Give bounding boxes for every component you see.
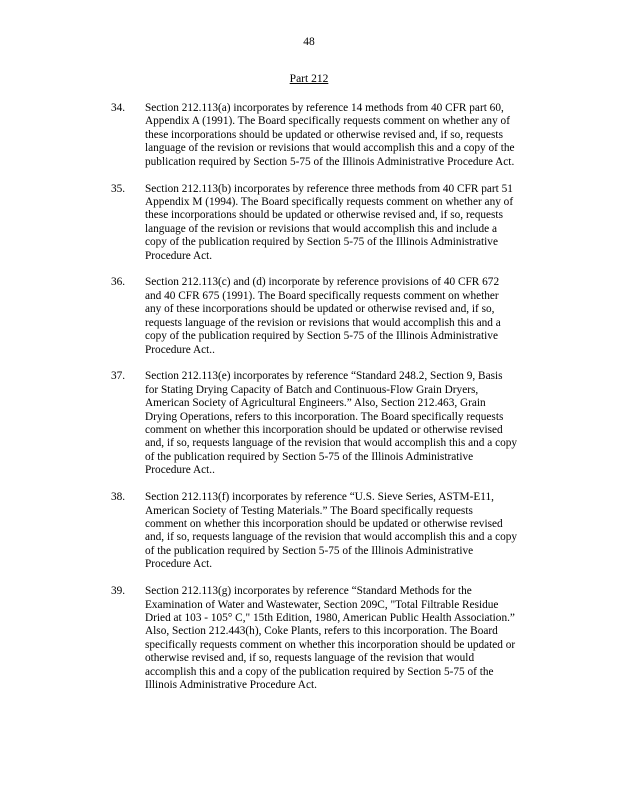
- paragraph-text: [145, 183, 551, 263]
- text-line: comment on whether this incorporation should be updated or otherwise revised: [145, 424, 503, 437]
- text-line: Procedure Act.: [145, 558, 213, 571]
- text-line: copy of the publication required by Section 5-75 of the Illinois Administrative: [145, 236, 498, 249]
- text-line: Section 212.113(c) and (d) incorporate by reference provisions of 40 CFR 672: [145, 276, 500, 289]
- text-line: language of the revision or revisions that would accomplish this and a copy of the: [145, 142, 515, 155]
- paragraph-text: [145, 370, 551, 477]
- text-line: Procedure Act..: [145, 343, 215, 356]
- paragraph-text: [145, 276, 551, 356]
- text-line: otherwise revised and, if so, requests language of the revision that would: [145, 652, 475, 665]
- paragraph-number: 37.: [111, 370, 126, 383]
- paragraph-text: [145, 102, 551, 169]
- paragraph-number: 34.: [111, 102, 126, 114]
- text-line: Appendix A (1991). The Board specifically requests comment on whether any of: [145, 115, 510, 128]
- text-line: Section 212.113(b) incorporates by reference three methods from 40 CFR part 51: [145, 182, 513, 195]
- paragraph-number: 35.: [111, 182, 126, 195]
- paragraph-text: [145, 585, 551, 692]
- paragraph-number: 36.: [111, 276, 126, 289]
- paragraph-item: [111, 585, 551, 692]
- text-line: American Society of Agricultural Engineers.” Also, Section 212.463, Grain: [145, 397, 486, 410]
- text-line: American Society of Testing Materials.” The Board specifically requests: [145, 504, 473, 517]
- text-line: Section 212.113(a) incorporates by reference 14 methods from 40 CFR part 60,: [145, 102, 504, 114]
- text-line: Section 212.113(e) incorporates by reference “Standard 248.2, Section 9, Basis: [145, 370, 503, 383]
- text-line: accomplish this and a copy of the publication required by Section 5-75 of the: [145, 665, 494, 678]
- text-line: Procedure Act.: [145, 249, 213, 262]
- text-line: Also, Section 212.443(h), Coke Plants, refers to this incorporation. The Board: [145, 625, 498, 638]
- text-line: specifically requests comment on whether this incorporation should be updated or: [145, 638, 516, 651]
- text-line: these incorporations should be updated or otherwise revised and, if so, requests: [145, 128, 503, 141]
- text-line: Section 212.113(f) incorporates by reference “U.S. Sieve Series, ASTM-E11,: [145, 491, 494, 504]
- text-line: Section 212.113(g) incorporates by reference “Standard Methods for the: [145, 585, 472, 598]
- text-line: and 40 CFR 675 (1991). The Board specifically requests comment on whether: [145, 289, 499, 302]
- numbered-paragraph-list: [111, 102, 551, 706]
- text-line: Examination of Water and Wastewater, Section 209C, "Total Filtrable Residue: [145, 598, 499, 611]
- text-line: Appendix M (1994). The Board specifically requests comment on whether any of: [145, 195, 514, 208]
- text-line: Procedure Act..: [145, 464, 215, 477]
- text-line: for Stating Drying Capacity of Batch and Continuous-Flow Grain Dryers,: [145, 383, 479, 396]
- text-line: Illinois Administrative Procedure Act.: [145, 678, 317, 691]
- text-line: copy of the publication required by Section 5-75 of the Illinois Administrative: [145, 330, 498, 343]
- paragraph-number: 39.: [111, 585, 126, 598]
- paragraph-number: 38.: [111, 491, 126, 504]
- text-line: these incorporations should be updated or otherwise revised and, if so, requests: [145, 209, 503, 222]
- paragraph-text: [145, 491, 551, 571]
- text-line: publication required by Section 5-75 of the Illinois Administrative Procedure Act.: [145, 155, 515, 168]
- text-line: of the publication required by Section 5-75 of the Illinois Administrative: [145, 450, 474, 463]
- text-line: Drying Operations, refers to this incorporation. The Board specifically requests: [145, 410, 504, 423]
- text-line: language of the revision or revisions that would accomplish this and include a: [145, 222, 498, 235]
- text-line: and, if so, requests language of the revision that would accomplish this and a copy: [145, 437, 518, 450]
- paragraph-item: [111, 276, 551, 356]
- paragraph-item: [111, 370, 551, 477]
- text-line: any of these incorporations should be updated or otherwise revised and, if so,: [145, 303, 495, 316]
- page-number: 48: [303, 36, 315, 48]
- text-line: of the publication required by Section 5-75 of the Illinois Administrative: [145, 544, 474, 557]
- paragraph-item: [111, 491, 551, 571]
- text-line: comment on whether this incorporation should be updated or otherwise revised: [145, 517, 503, 530]
- section-heading: Part 212: [289, 73, 329, 85]
- text-line: requests language of the revision or revisions that would accomplish this and a: [145, 316, 501, 329]
- text-line: Dried at 103 - 105° C," 15th Edition, 1980, American Public Health Association.”: [145, 611, 515, 624]
- paragraph-item: [111, 183, 551, 263]
- paragraph-item: [111, 102, 551, 169]
- text-line: and, if so, requests language of the revision that would accomplish this and a copy: [145, 531, 518, 544]
